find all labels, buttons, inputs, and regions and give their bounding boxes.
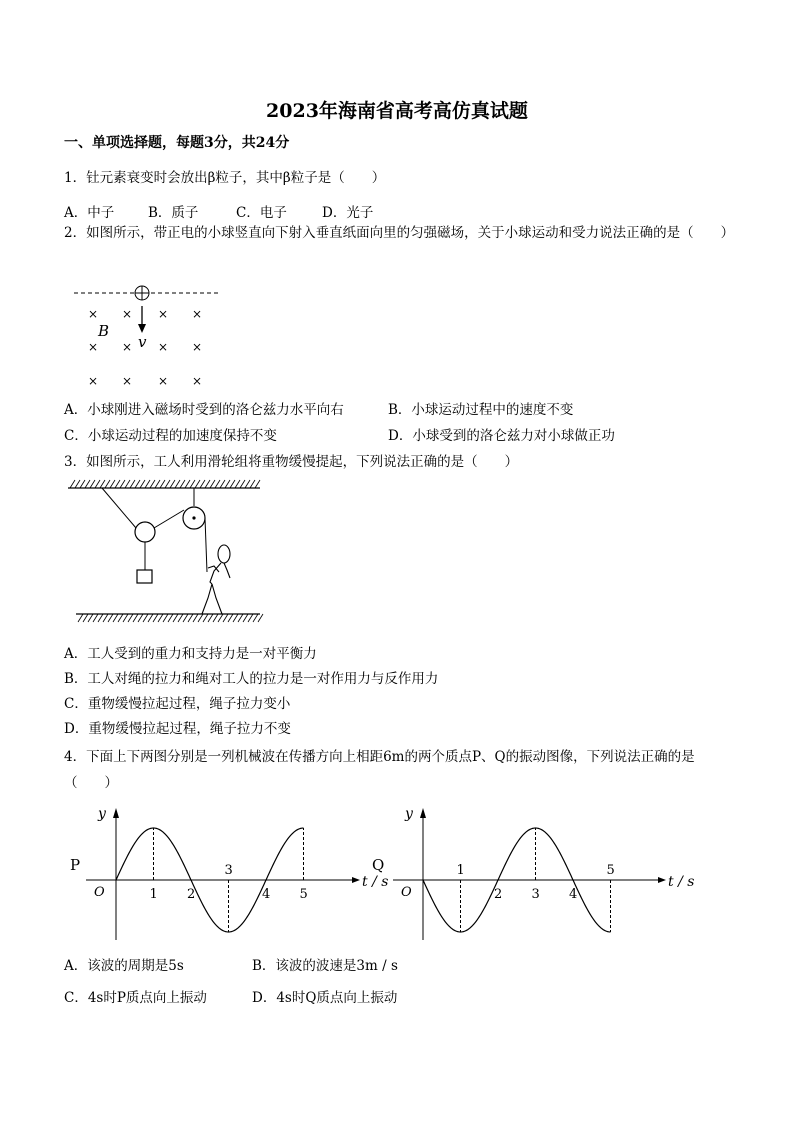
graph-q	[372, 806, 694, 940]
x-tick-label: 2	[494, 887, 503, 902]
field-cross: ×	[88, 374, 99, 388]
x-tick-label: 4	[569, 887, 578, 902]
graph-p	[70, 806, 388, 940]
x-tick-label: 5	[606, 863, 615, 878]
x-axis-label: t / s	[362, 874, 389, 890]
field-cross: ×	[122, 340, 133, 354]
question-3-stem: 3．如图所示，工人利用滑轮组将重物缓慢提起，下列说法正确的是（ ）	[64, 454, 519, 470]
x-tick-label: 1	[149, 887, 158, 902]
q4-option-c: C．4s时P质点向上振动	[64, 990, 207, 1006]
q3-option-d: D．重物缓慢拉起过程，绳子拉力不变	[64, 721, 291, 737]
section-heading: 一、单项选择题，每题3分，共24分	[64, 135, 290, 151]
origin-label: O	[94, 885, 105, 900]
q1-option-d: D．光子	[322, 205, 374, 221]
q2-option-b: B．小球运动过程中的速度不变	[388, 402, 574, 418]
velocity-label: v	[138, 333, 147, 351]
vibration-graphs	[60, 800, 695, 950]
question-4-stem: 4．下面上下两图分别是一列机械波在传播方向上相距6m的两个质点P、Q的振动图像，下列说法正确的是（ ）	[64, 749, 695, 791]
q2-option-d: D．小球受到的洛仑兹力对小球做正功	[388, 428, 615, 444]
q3-option-c: C．重物缓慢拉起过程，绳子拉力变小	[64, 696, 291, 712]
field-cross: ×	[192, 340, 203, 354]
field-cross: ×	[158, 374, 169, 388]
q3-option-a: A．工人受到的重力和支持力是一对平衡力	[64, 646, 317, 662]
field-cross: ×	[192, 307, 203, 321]
field-cross: ×	[122, 374, 133, 388]
q4-option-d: D．4s时Q质点向上振动	[252, 990, 398, 1006]
field-cross: ×	[88, 340, 99, 354]
x-tick-label: 2	[187, 887, 196, 902]
origin-label: O	[401, 885, 412, 900]
magnetic-field-figure	[60, 280, 240, 390]
field-cross: ×	[158, 340, 169, 354]
q1-option-a: A．中子	[64, 205, 115, 221]
q1-option-c: C．电子	[236, 205, 287, 221]
x-tick-label: 4	[262, 887, 271, 902]
field-cross: ×	[122, 307, 133, 321]
series-label: P	[70, 856, 81, 874]
field-cross: ×	[192, 374, 203, 388]
page-title: 2023年海南省高考高仿真试题	[266, 100, 528, 122]
q3-option-b: B．工人对绳的拉力和绳对工人的拉力是一对作用力与反作用力	[64, 671, 439, 687]
question-1-stem: 1．钍元素衰变时会放出β粒子，其中β粒子是（ ）	[64, 170, 386, 186]
q2-option-a: A．小球刚进入磁场时受到的洛仑兹力水平向右	[64, 402, 344, 418]
q2-option-c: C．小球运动过程的加速度保持不变	[64, 428, 277, 444]
weight-block	[137, 570, 152, 583]
field-cross: ×	[88, 307, 99, 321]
x-tick-label: 3	[224, 863, 233, 878]
field-label: B	[98, 322, 110, 340]
moving-pulley	[135, 522, 155, 542]
x-axis-label: t / s	[668, 874, 695, 890]
x-tick-label: 1	[456, 863, 465, 878]
q4-option-a: A．该波的周期是5s	[64, 958, 184, 974]
y-axis-label: y	[405, 806, 413, 822]
q4-option-b: B．该波的波速是3m / s	[252, 958, 398, 974]
x-tick-label: 3	[531, 887, 540, 902]
q1-option-b: B．质子	[148, 205, 199, 221]
field-cross: ×	[158, 307, 169, 321]
y-axis-label: y	[98, 806, 106, 822]
series-label: Q	[372, 856, 385, 874]
question-2-stem: 2．如图所示，带正电的小球竖直向下射入垂直纸面向里的匀强磁场，关于小球运动和受力说法正确的是（ ）	[64, 225, 735, 241]
pulley-figure	[64, 474, 274, 632]
worker-head	[218, 545, 230, 563]
x-tick-label: 5	[299, 887, 308, 902]
